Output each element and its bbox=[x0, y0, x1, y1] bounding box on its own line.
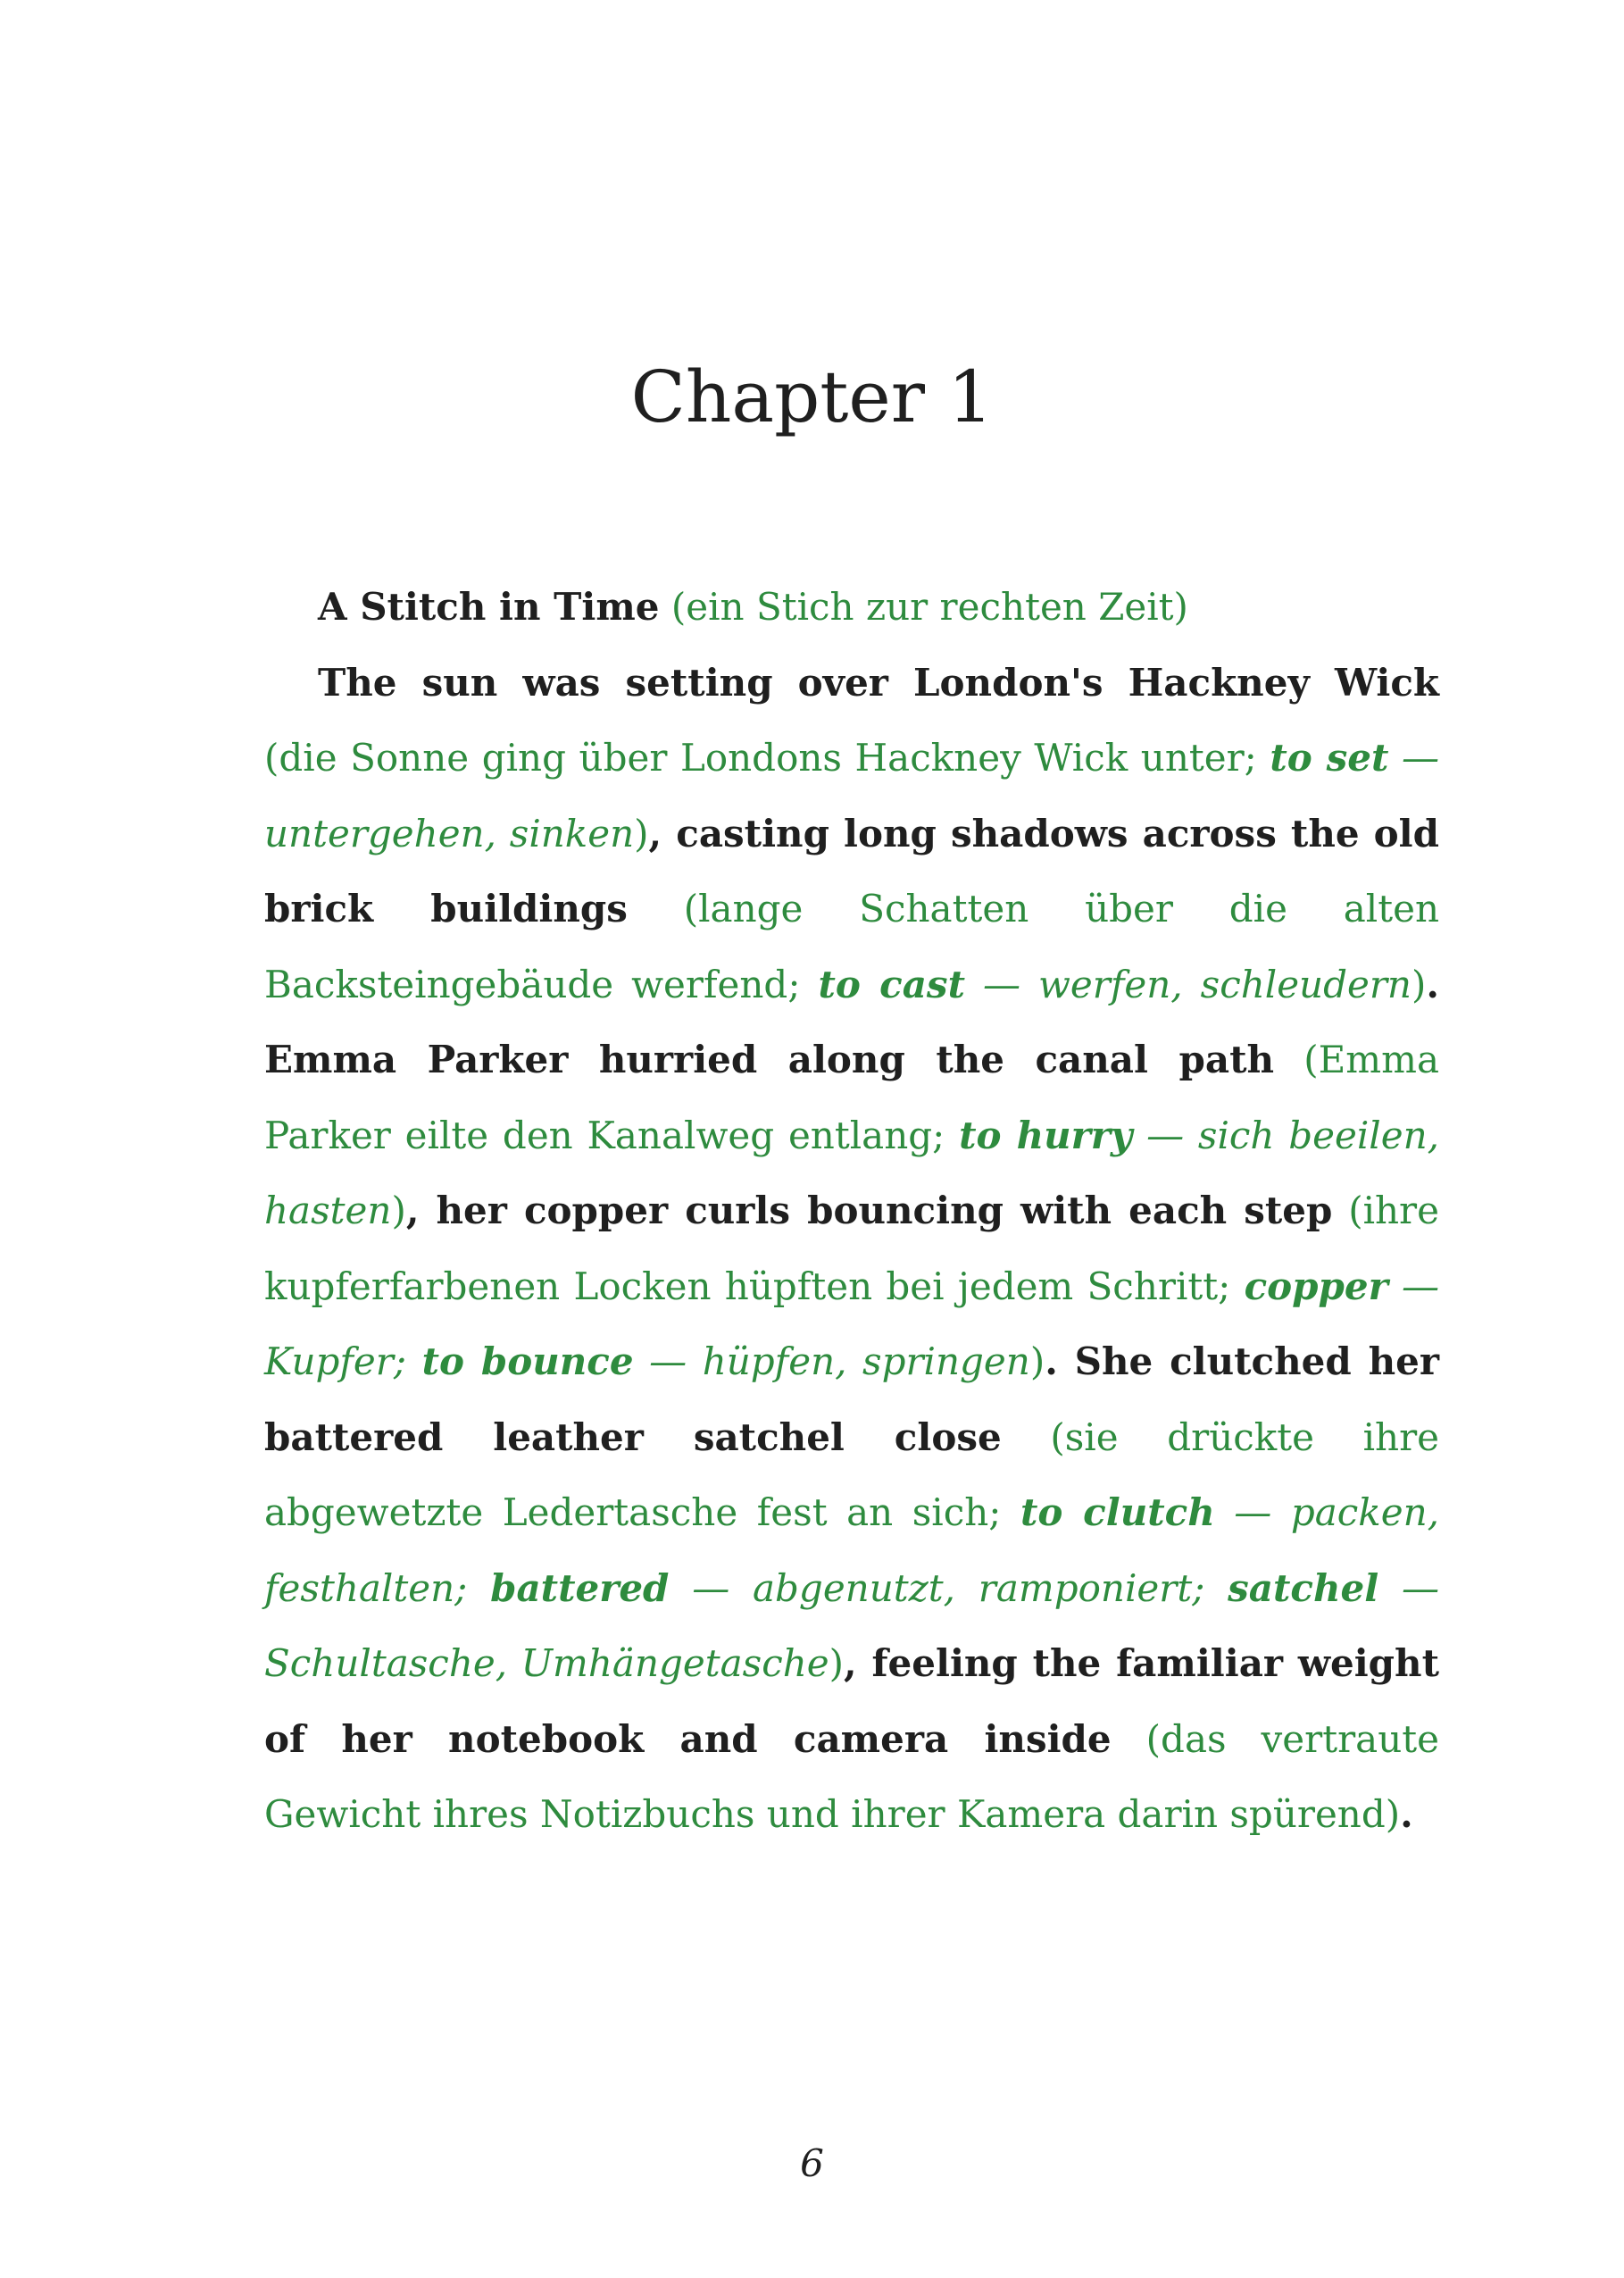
translation-3-text: (Emma Parker eilte den Kanalweg entlang; bbox=[264, 1038, 1439, 1157]
section-heading-german: (ein Stich zur rechten Zeit) bbox=[670, 585, 1188, 629]
chapter-title: Chapter 1 bbox=[630, 355, 994, 438]
vocab-gloss-to-clutch: — packen, festhalten; bbox=[264, 1490, 1439, 1610]
page-number: 6 bbox=[800, 2141, 824, 2185]
vocab-term-to-bounce: to bounce bbox=[421, 1339, 634, 1383]
vocab-term-to-cast: to cast bbox=[818, 962, 965, 1006]
translation-2-close: ) bbox=[1411, 962, 1427, 1006]
vocab-gloss-to-set: — untergehen, sinken bbox=[264, 736, 1440, 855]
translation-4-close: ) bbox=[1029, 1339, 1045, 1383]
vocab-term-to-set: to set bbox=[1270, 736, 1389, 780]
vocab-term-to-hurry: to hurry bbox=[959, 1113, 1133, 1157]
translation-3-close: ) bbox=[391, 1189, 406, 1232]
translation-5-text: (sie drückte ihre abgewetzte Ledertasche fest an sich; bbox=[264, 1414, 1440, 1534]
vocab-term-copper: copper bbox=[1244, 1264, 1388, 1308]
vocab-term-battered: battered bbox=[490, 1565, 670, 1610]
vocab-gloss-to-cast: — werfen, schleudern bbox=[964, 962, 1412, 1006]
english-phrase-5: . She clutched her battered leather satchel close bbox=[264, 1339, 1439, 1459]
vocab-gloss-satchel: — Schultasche, Umhängetasche bbox=[264, 1565, 1439, 1685]
english-phrase-1: The sun was setting over London's Hackney Wick bbox=[318, 660, 1439, 705]
vocab-gloss-to-bounce: — hüpfen, springen bbox=[633, 1339, 1030, 1383]
sentence-end-period: . bbox=[1400, 1792, 1413, 1836]
english-phrase-3: . Emma Parker hurried along the canal path bbox=[264, 962, 1439, 1081]
english-phrase-6: , feeling the familiar weight of her notebook and camera inside bbox=[264, 1641, 1439, 1761]
vocab-term-satchel: satchel bbox=[1228, 1565, 1379, 1610]
english-phrase-2: , casting long shadows across the old brick buildings bbox=[264, 811, 1439, 930]
vocab-gloss-battered: — abgenutzt, ramponiert; bbox=[669, 1565, 1228, 1610]
translation-5-close: ) bbox=[829, 1641, 845, 1685]
translation-1-close: ) bbox=[634, 811, 649, 855]
vocab-term-to-clutch: to clutch bbox=[1020, 1490, 1215, 1534]
vocab-gloss-to-hurry: — sich beeilen, hasten bbox=[264, 1113, 1439, 1232]
translation-2-text: (lange Schatten über die alten Backsteingebäude werfend; bbox=[264, 887, 1439, 1006]
section-heading-paragraph bbox=[264, 570, 1439, 646]
section-heading-english: A Stitch in Time bbox=[318, 585, 660, 629]
english-phrase-4: , her copper curls bouncing with each step bbox=[405, 1189, 1333, 1232]
story-paragraph bbox=[264, 646, 1439, 1853]
vocab-gloss-copper: — Kupfer; bbox=[264, 1264, 1439, 1383]
translation-1-text: (die Sonne ging über Londons Hackney Wick unter; bbox=[264, 736, 1270, 780]
translation-6: (das vertraute Gewicht ihres Notizbuchs und ihrer Kamera darin spürend) bbox=[264, 1716, 1439, 1836]
translation-4-text: (ihre kupferfarbenen Locken hüpften bei jedem Schritt; bbox=[264, 1189, 1439, 1308]
chapter-body bbox=[264, 570, 1439, 1853]
